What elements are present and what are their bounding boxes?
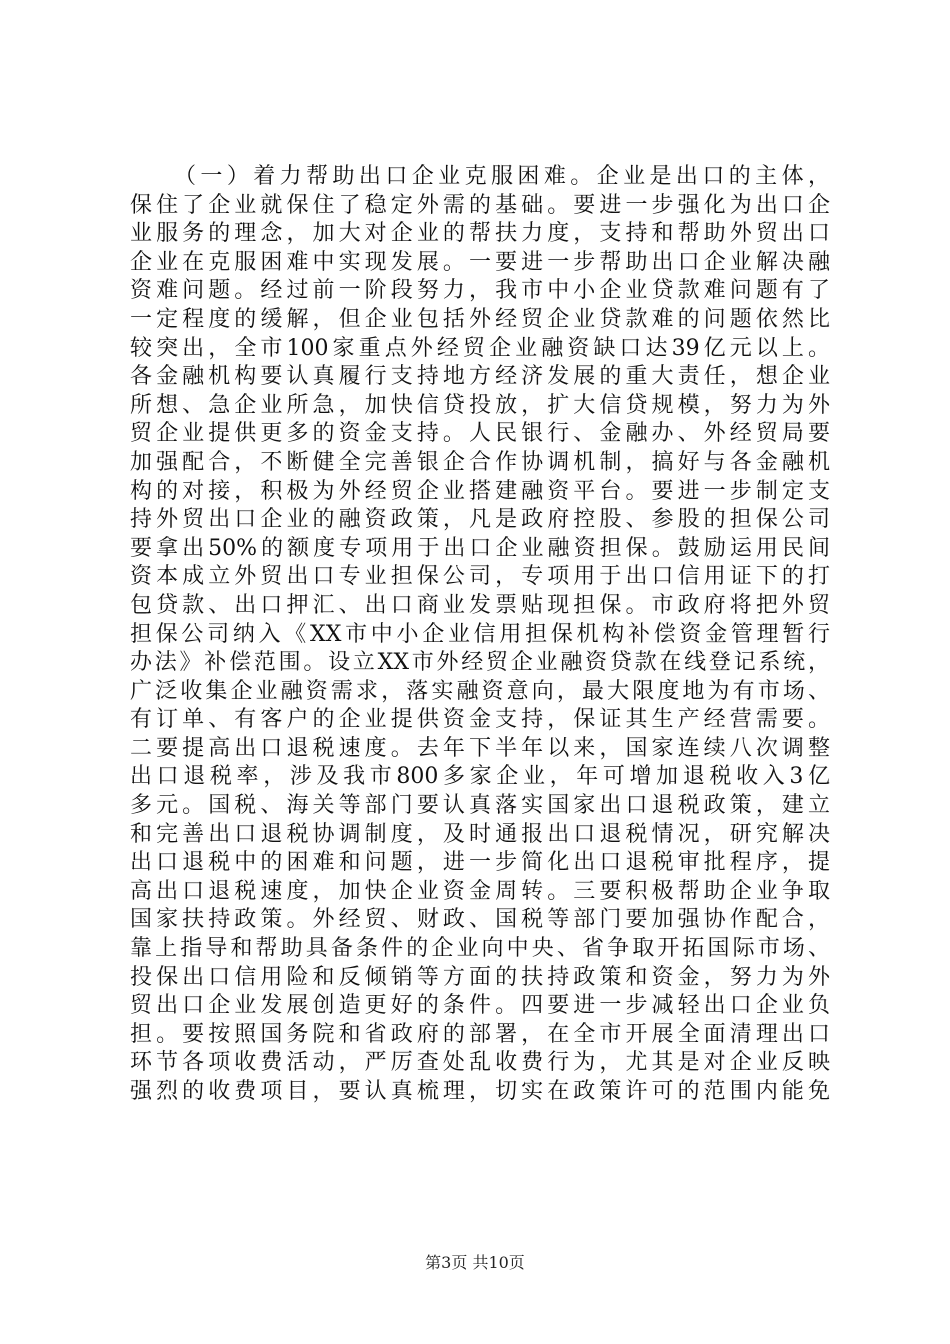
text-line: 包贷款、出口押汇、出口商业发票贴现担保。市政府将把外贸	[130, 592, 830, 618]
text-line: 办法》补偿范围。设立XX市外经贸企业融资贷款在线登记系统，	[130, 650, 830, 676]
text-line: 担。要按照国务院和省政府的部署，在全市开展全面清理出口	[130, 1021, 830, 1047]
text-line: 国家扶持政策。外经贸、财政、国税等部门要加强协作配合，	[130, 907, 830, 933]
text-line: 靠上指导和帮助具备条件的企业向中央、省争取开拓国际市场、	[130, 936, 830, 962]
body-paragraph	[130, 163, 830, 1107]
text-line: 企业在克服困难中实现发展。一要进一步帮助出口企业解决融	[130, 249, 830, 275]
text-line: 贸企业提供更多的资金支持。人民银行、金融办、外经贸局要	[130, 421, 830, 447]
text-line: 有订单、有客户的企业提供资金支持，保证其生产经营需要。	[130, 707, 830, 733]
text-line: 各金融机构要认真履行支持地方经济发展的重大责任，想企业	[130, 364, 830, 390]
text-line: 加强配合，不断健全完善银企合作协调机制，搞好与各金融机	[130, 449, 830, 475]
text-line: 和完善出口退税协调制度，及时通报出口退税情况，研究解决	[130, 821, 830, 847]
text-line: （一）着力帮助出口企业克服困难。企业是出口的主体，	[174, 164, 830, 189]
text-line: 业服务的理念，加大对企业的帮扶力度，支持和帮助外贸出口	[130, 221, 830, 247]
text-line: 所想、急企业所急，加快信贷投放，扩大信贷规模，努力为外	[130, 392, 830, 418]
text-line: 高出口退税速度，加快企业资金周转。三要积极帮助企业争取	[130, 878, 830, 904]
text-line: 资难问题。经过前一阶段努力，我市中小企业贷款难问题有了	[130, 278, 830, 304]
page-footer: 第3页 共10页	[425, 1253, 525, 1272]
text-line: 资本成立外贸出口专业担保公司，专项用于出口信用证下的打	[130, 564, 830, 590]
text-line: 强烈的收费项目，要认真梳理，切实在政策许可的范围内能免	[130, 1079, 830, 1104]
text-line: 一定程度的缓解，但企业包括外经贸企业贷款难的问题依然比	[130, 306, 830, 332]
text-line: 构的对接，积极为外经贸企业搭建融资平台。要进一步制定支	[130, 478, 830, 504]
text-line: 保住了企业就保住了稳定外需的基础。要进一步强化为出口企	[130, 192, 830, 218]
text-line: 较突出，全市100家重点外经贸企业融资缺口达39亿元以上。	[130, 335, 830, 361]
text-line: 二要提高出口退税速度。去年下半年以来，国家连续八次调整	[130, 735, 830, 761]
text-line: 持外贸出口企业的融资政策，凡是政府控股、参股的担保公司	[130, 507, 830, 533]
text-line: 环节各项收费活动，严厉查处乱收费行为，尤其是对企业反映	[130, 1050, 830, 1076]
text-line: 出口退税中的困难和问题，进一步简化出口退税审批程序，提	[130, 850, 830, 876]
text-line: 贸出口企业发展创造更好的条件。四要进一步减轻出口企业负	[130, 993, 830, 1019]
text-line: 广泛收集企业融资需求，落实融资意向，最大限度地为有市场、	[130, 678, 830, 704]
text-line: 出口退税率，涉及我市800多家企业，年可增加退税收入3亿	[130, 764, 830, 790]
text-line: 投保出口信用险和反倾销等方面的扶持政策和资金，努力为外	[130, 964, 830, 990]
text-line: 多元。国税、海关等部门要认真落实国家出口退税政策，建立	[130, 793, 830, 819]
text-line: 要拿出50%的额度专项用于出口企业融资担保。鼓励运用民间	[130, 535, 830, 561]
text-line: 担保公司纳入《XX市中小企业信用担保机构补偿资金管理暂行	[130, 621, 830, 647]
